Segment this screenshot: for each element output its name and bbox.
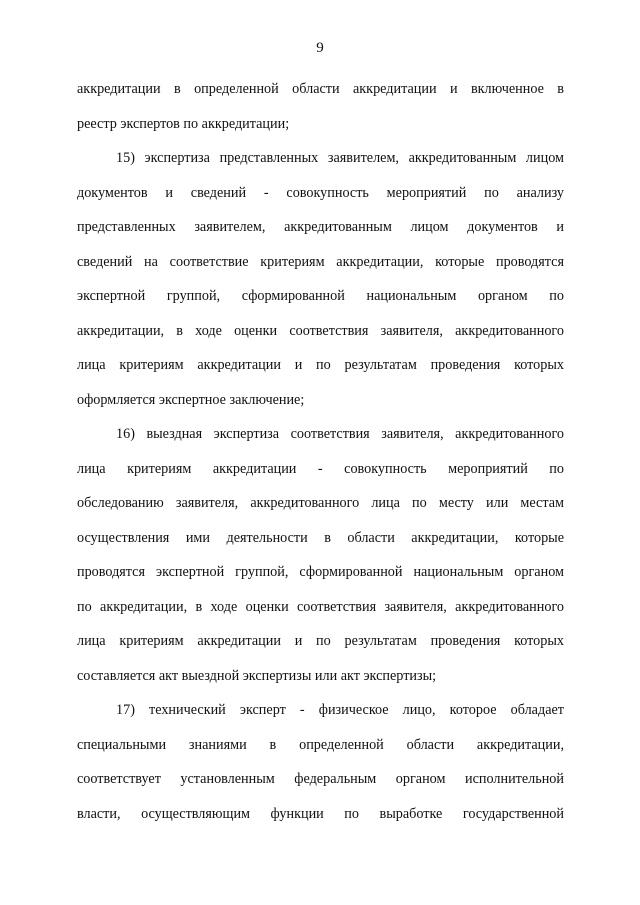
text-line: соответствует установленным федеральным органом исполнительной <box>77 771 564 787</box>
text-line: реестр экспертов по аккредитации; <box>77 115 290 132</box>
text-line: власти, осуществляющим функции по выработке государственной <box>77 805 564 822</box>
text-line: проводятся экспертной группой, сформированной национальным органом <box>77 564 564 580</box>
text-line: 16) выездная экспертиза соответствия заявителя, аккредитованного <box>116 426 564 442</box>
paragraph-item-17 <box>77 693 564 831</box>
text-line: сведений на соответствие критериям аккредитации, которые проводятся <box>77 253 564 270</box>
text-line: представленных заявителем, аккредитованным лицом документов и <box>77 219 564 235</box>
text-line: экспертной группой, сформированной национальным органом по <box>77 288 564 304</box>
text-line: осуществления ими деятельности в области аккредитации, которые <box>77 529 564 546</box>
document-body <box>77 72 564 831</box>
text-line: лица критериям аккредитации и по результатам проведения которых <box>77 357 564 373</box>
text-line: обследованию заявителя, аккредитованного лица по месту или местам <box>77 495 564 511</box>
text-line: документов и сведений - совокупность мероприятий по анализу <box>77 184 564 201</box>
text-line: составляется акт выездной экспертизы или акт экспертизы; <box>77 667 437 684</box>
paragraph-item-15 <box>77 141 564 417</box>
paragraph-continuation <box>77 72 564 141</box>
page-number: 9 <box>316 40 324 56</box>
text-line: по аккредитации, в ходе оценки соответствия заявителя, аккредитованного <box>77 598 564 615</box>
text-line: лица критериям аккредитации - совокупность мероприятий по <box>77 460 564 477</box>
text-line: оформляется экспертное заключение; <box>77 391 305 408</box>
paragraph-item-16 <box>77 417 564 693</box>
text-line: 15) экспертиза представленных заявителем, аккредитованным лицом <box>116 150 564 166</box>
text-line: аккредитации в определенной области аккредитации и включенное в <box>77 81 564 97</box>
text-line: лица критериям аккредитации и по результатам проведения которых <box>77 633 564 649</box>
text-line: специальными знаниями в определенной области аккредитации, <box>77 736 564 753</box>
text-line: 17) технический эксперт - физическое лицо, которое обладает <box>116 702 564 718</box>
text-line: аккредитации, в ходе оценки соответствия заявителя, аккредитованного <box>77 322 564 339</box>
